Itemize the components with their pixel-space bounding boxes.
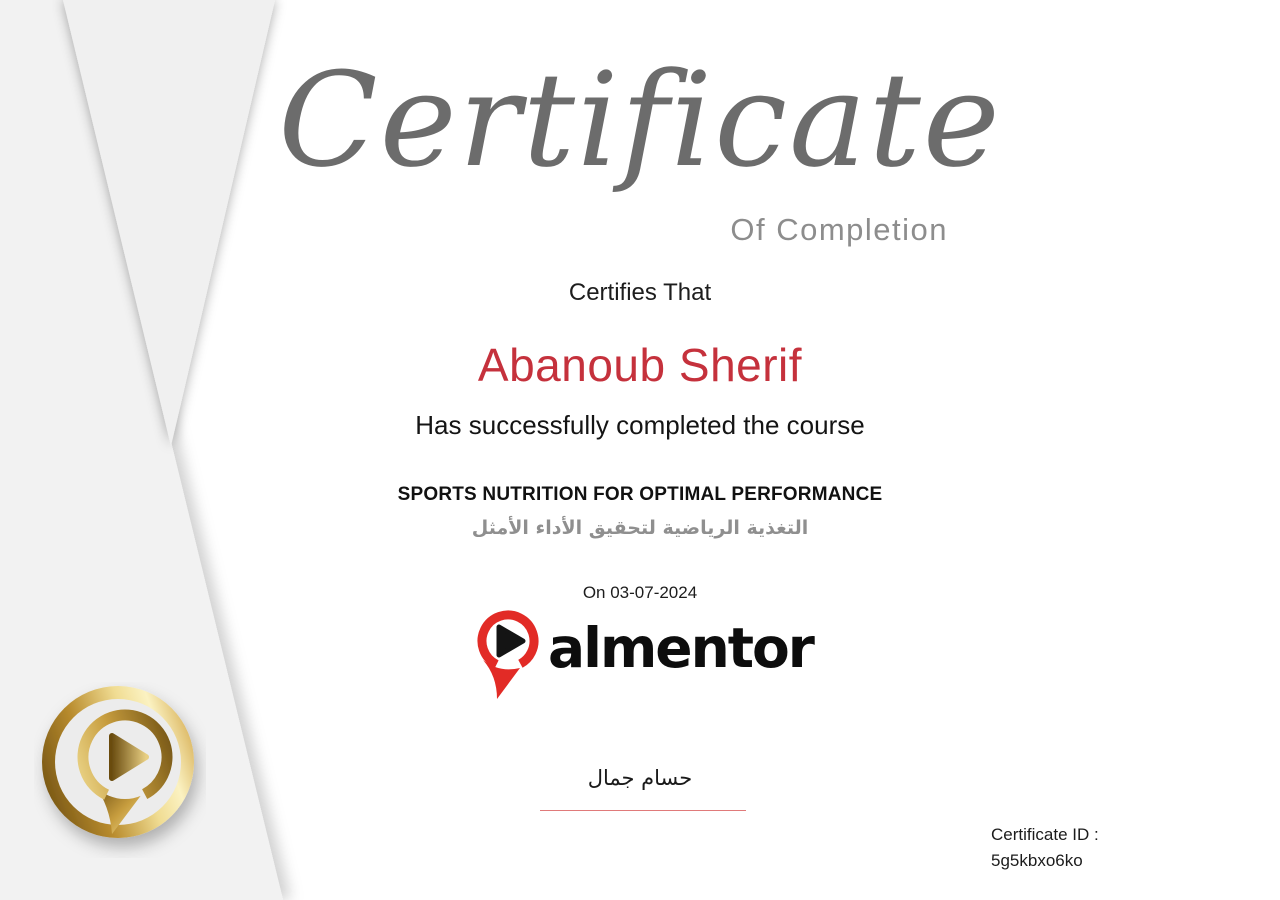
- course-title-arabic: التغذية الرياضية لتحقيق الأداء الأمثل: [471, 517, 809, 539]
- almentor-logo-text: almentor: [548, 615, 813, 680]
- completion-text: Has successfully completed the course: [415, 410, 865, 440]
- signature-line: [540, 810, 746, 811]
- play-speech-bubble-icon: [473, 610, 543, 702]
- certificate-script-title: Certificate: [278, 44, 1002, 196]
- gold-seal-badge-icon: [34, 682, 206, 858]
- course-title-english: SPORTS NUTRITION FOR OPTIMAL PERFORMANCE: [397, 484, 883, 505]
- recipient-name: Abanoub Sherif: [477, 339, 803, 391]
- signature-name: حسام جمال: [587, 766, 693, 790]
- certificate-id-label: Certificate ID :: [991, 825, 1099, 844]
- certificate-id-block: [991, 822, 1099, 874]
- of-completion-subtitle: Of Completion: [730, 212, 948, 247]
- almentor-logo: [473, 610, 813, 702]
- completion-date: On 03-07-2024: [582, 583, 698, 602]
- certificate-id-value: 5g5kbxo6ko: [991, 851, 1083, 870]
- certifies-that-label: Certifies That: [568, 279, 712, 306]
